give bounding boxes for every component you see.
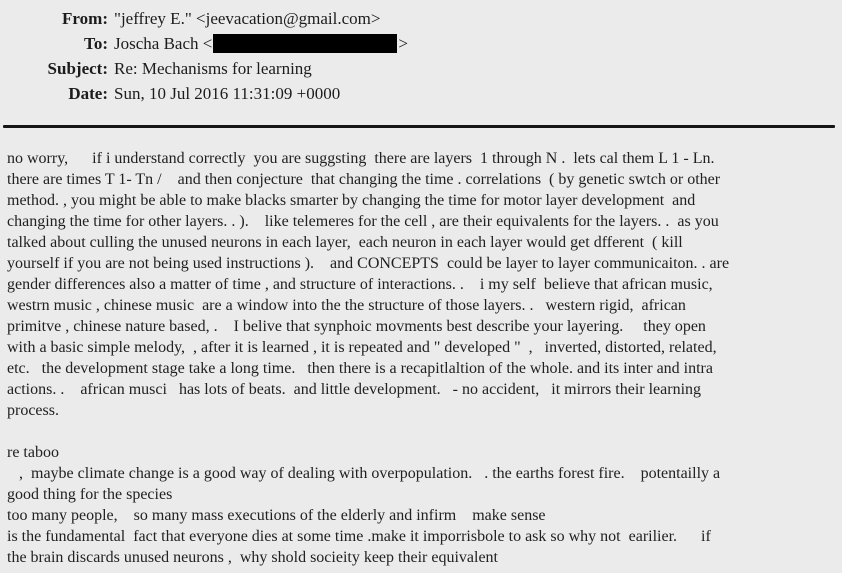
redaction-bar — [213, 34, 397, 53]
body-line: there are times T 1- Tn / and then conjecture that changing the time . correlations ( by genetic swtch or other — [7, 171, 721, 188]
to-value-prefix: Joscha Bach < — [114, 34, 213, 53]
body-line: primitve , chinese nature based, . I belive that synphoic movments best describe your layering. they open — [7, 318, 706, 335]
body-line: talked about culling the unused neurons in each layer, each neuron in each layer would get dfferent ( kill — [7, 234, 683, 251]
body-line: is the fundamental fact that everyone dies at some time .make it imporrisbole to ask so why not earilier. if — [7, 528, 711, 545]
header-row-date — [20, 84, 842, 109]
to-value — [108, 34, 408, 56]
body-line: re taboo — [7, 444, 59, 461]
body-line: westrn music , chinese music are a window into the the structure of those layers. . western rigid, african — [7, 297, 686, 314]
body-line: , maybe climate change is a good way of dealing with overpopulation. . the earths forest fire. potentailly a — [7, 465, 721, 482]
body-line: method. , you might be able to make blacks smarter by changing the time for motor layer development and — [7, 192, 696, 209]
body-line: yourself if you are not being used instructions ). and CONCEPTS could be layer to layer communicaiton. . are — [7, 255, 730, 272]
body-line: etc. the development stage take a long time. then there is a recapitlaltion of the whole. and its inter and intra — [7, 360, 713, 377]
header-row-to — [20, 34, 842, 59]
date-value: Sun, 10 Jul 2016 11:31:09 +0000 — [114, 84, 341, 103]
body-line: changing the time for other layers. . ). like telemeres for the cell , are their equivalents for the layers. . as you — [7, 213, 719, 230]
from-value: "jeffrey E." <jeevacation@gmail.com> — [114, 9, 381, 28]
body-line — [7, 421, 842, 442]
body-line: too many people, so many mass executions of the elderly and infirm make sense — [7, 507, 546, 524]
header-row-from — [20, 9, 842, 34]
body-line: good thing for the species — [7, 486, 173, 503]
body-line: gender differences also a matter of time , and structure of interactions. . i my self believe that african music, — [7, 276, 713, 293]
body-line: the brain discards unused neurons , why shold socieity keep their equivalent — [7, 549, 498, 566]
subject-value: Re: Mechanisms for learning — [114, 59, 312, 78]
to-label: To: — [84, 34, 108, 53]
email-body — [0, 148, 842, 568]
body-line: with a basic simple melody, , after it is learned , it is repeated and " developed " , inverted, distorted, related, — [7, 339, 717, 356]
body-line: no worry, if i understand correctly you are suggsting there are layers 1 through N . lets cal them L 1 - Ln. — [7, 150, 715, 167]
header-body-divider — [3, 125, 835, 128]
body-line: actions. . african musci has lots of beats. and little development. - no accident, it mirrors their learning — [7, 381, 702, 398]
header-row-subject — [20, 59, 842, 84]
body-line: process. — [7, 402, 59, 419]
date-label: Date: — [68, 84, 108, 103]
to-value-suffix: > — [398, 34, 408, 53]
subject-label: Subject: — [47, 59, 108, 78]
email-headers — [0, 0, 842, 109]
from-label: From: — [62, 9, 108, 28]
